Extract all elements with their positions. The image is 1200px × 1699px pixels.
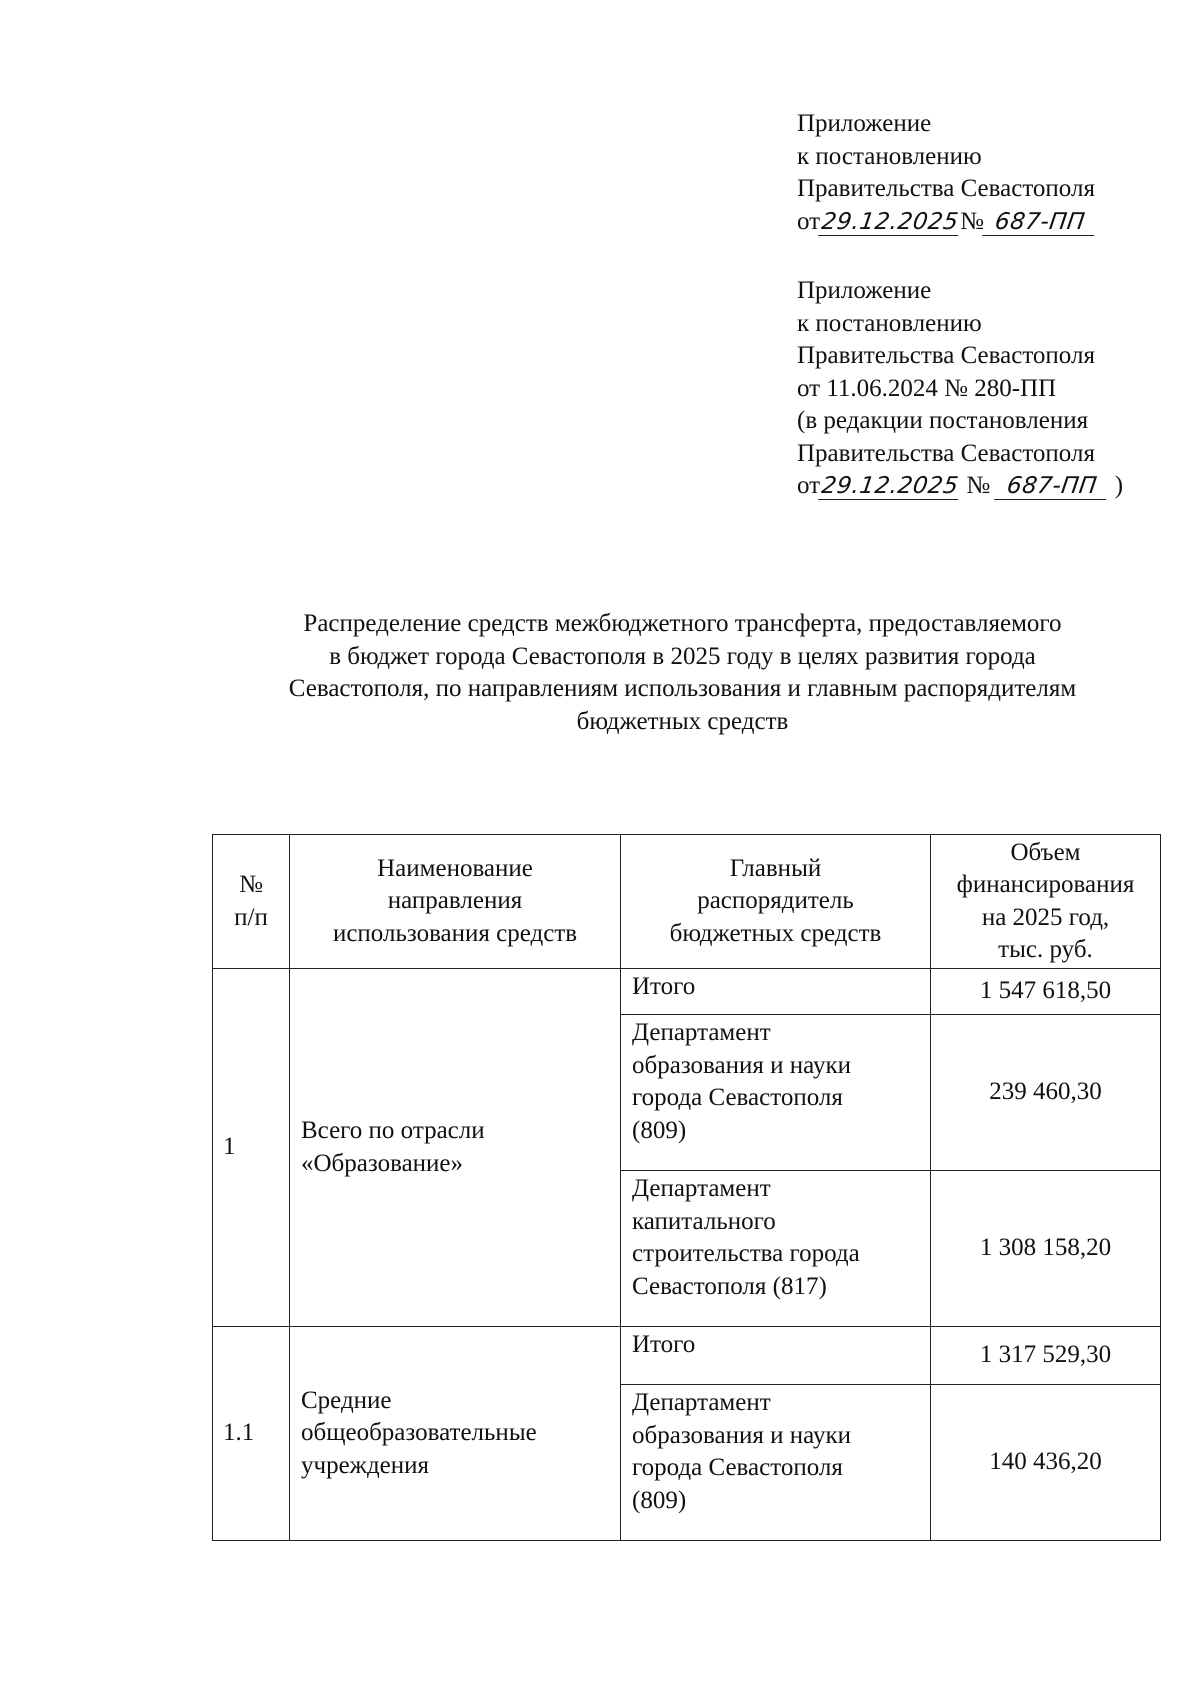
appendix-line: к постановлению bbox=[797, 309, 982, 337]
org-cell: Итого bbox=[621, 969, 931, 1015]
title-line: в бюджет города Севастополя в 2025 году в целях развития города bbox=[329, 642, 1036, 670]
appendix-date-line bbox=[797, 206, 1096, 239]
appendix-line: Правительства Севастополя bbox=[797, 439, 1095, 467]
document-title bbox=[215, 608, 1150, 738]
handwritten-date: 29.12.2025 bbox=[819, 208, 961, 235]
appendix-line: Приложение bbox=[797, 110, 932, 137]
appendix-original bbox=[797, 275, 1123, 503]
distribution-table bbox=[212, 834, 1161, 1541]
row-number: 1 bbox=[213, 969, 290, 1327]
direction-name: Средние общеобразовательные учреждения bbox=[290, 1327, 621, 1541]
title-line: Распределение средств межбюджетного трансферта, предоставляемого bbox=[303, 610, 1062, 637]
amount-cell: 1 547 618,50 bbox=[931, 969, 1161, 1015]
amount-cell: 140 436,20 bbox=[931, 1385, 1161, 1541]
org-cell: Департамент образования и науки города Севастополя (809) bbox=[621, 1015, 931, 1171]
org-cell: Департамент капитального строительства города Севастополя (817) bbox=[621, 1171, 931, 1327]
org-cell: Итого bbox=[621, 1327, 931, 1385]
title-line: бюджетных средств bbox=[576, 707, 789, 735]
header-amount: Объем финансирования на 2025 год, тыс. руб. bbox=[931, 835, 1161, 969]
table-header-row bbox=[213, 835, 1161, 969]
table-row bbox=[213, 969, 1161, 1015]
amount-cell: 1 308 158,20 bbox=[931, 1171, 1161, 1327]
date-prefix: от bbox=[797, 207, 821, 235]
direction-name: Всего по отрасли «Образование» bbox=[290, 969, 621, 1327]
appendix-line: Приложение bbox=[797, 277, 932, 304]
amount-cell: 1 317 529,30 bbox=[931, 1327, 1161, 1385]
header-num: № п/п bbox=[213, 835, 290, 969]
number-prefix: № bbox=[960, 207, 984, 235]
appendix-date-line bbox=[797, 470, 1123, 503]
closing-paren: ) bbox=[1114, 472, 1124, 499]
appendix-line: к постановлению bbox=[797, 142, 982, 170]
appendix-line: Правительства Севастополя bbox=[797, 175, 1095, 202]
appendix-line: Правительства Севастополя bbox=[797, 342, 1095, 369]
appendix-line: от 11.06.2024 № 280-ПП bbox=[797, 374, 1057, 402]
table-row bbox=[213, 1327, 1161, 1385]
handwritten-date: 29.12.2025 bbox=[819, 473, 961, 499]
amount-cell: 239 460,30 bbox=[931, 1015, 1161, 1171]
header-org: Главный распорядитель бюджетных средств bbox=[621, 835, 931, 969]
header-name: Наименование направления использования средств bbox=[290, 835, 621, 969]
handwritten-number: 687-ПП bbox=[995, 473, 1111, 500]
row-number: 1.1 bbox=[213, 1327, 290, 1541]
org-cell: Департамент образования и науки города Севастополя (809) bbox=[621, 1385, 931, 1541]
appendix-current bbox=[797, 108, 1096, 238]
title-line: Севастополя, по направлениям использования и главным распорядителям bbox=[288, 675, 1077, 702]
handwritten-number: 687-ПП bbox=[982, 209, 1098, 236]
date-prefix: от bbox=[797, 472, 821, 499]
appendix-line: (в редакции постановления bbox=[797, 407, 1089, 434]
number-prefix: № bbox=[966, 472, 991, 499]
